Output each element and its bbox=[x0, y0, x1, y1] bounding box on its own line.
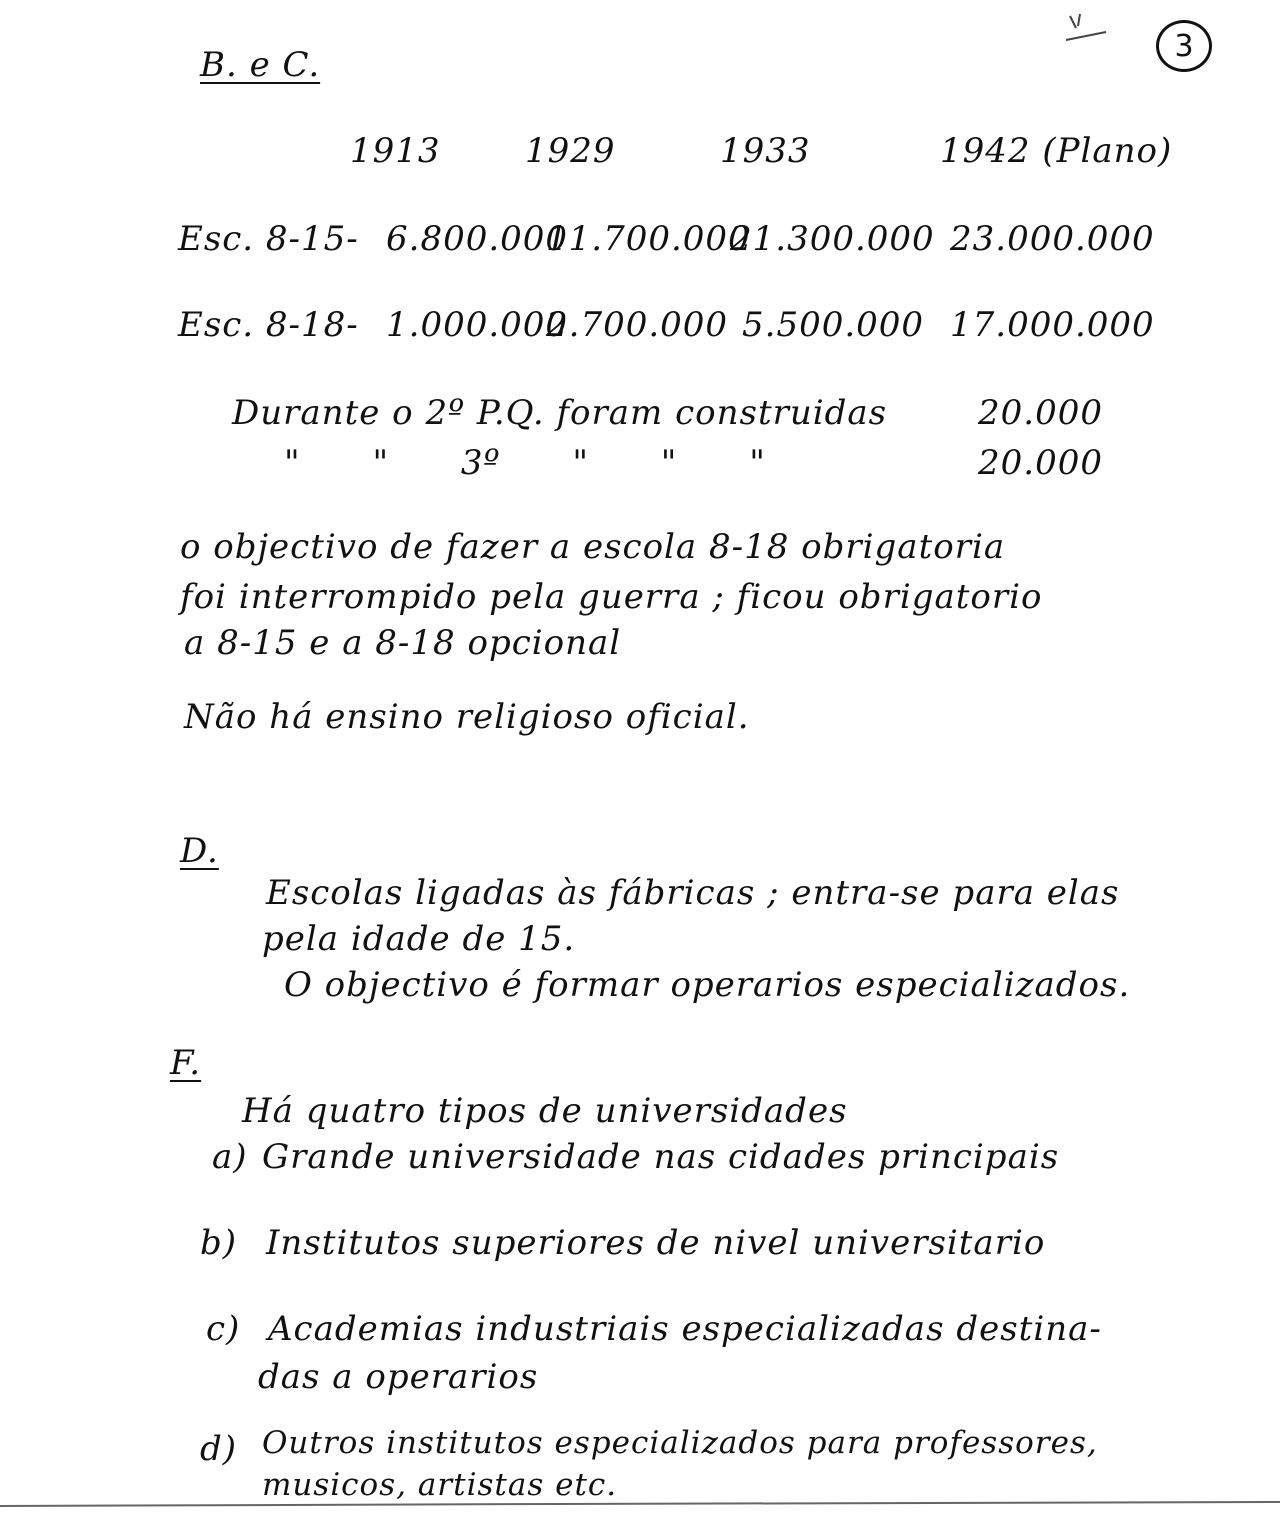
list-marker: c) bbox=[206, 1309, 241, 1349]
section-d-line: Escolas ligadas às fábricas ; entra-se para elas bbox=[266, 873, 1120, 913]
list-marker: a) bbox=[212, 1137, 248, 1177]
page-number-value: 3 bbox=[1174, 28, 1194, 64]
plan-line-text: " " 3º " " " bbox=[284, 443, 766, 483]
list-item-text: musicos, artistas etc. bbox=[262, 1467, 618, 1503]
list-item-text: Grande universidade nas cidades principais bbox=[262, 1137, 1060, 1177]
plan-line-value: 20.000 bbox=[978, 443, 1103, 483]
list-marker: b) bbox=[200, 1223, 238, 1263]
pen-mark-icon bbox=[1062, 10, 1110, 50]
row-value: 11.700.000 bbox=[546, 219, 751, 259]
paragraph-line: foi interrompido pela guerra ; ficou obrigatorio bbox=[180, 577, 1043, 617]
page-number bbox=[1156, 20, 1212, 72]
year-1929: 1929 bbox=[525, 131, 616, 171]
row-value: 21.300.000 bbox=[730, 219, 935, 259]
section-d-heading: D. bbox=[180, 831, 219, 871]
section-f-intro: Há quatro tipos de universidades bbox=[242, 1091, 848, 1131]
list-marker: d) bbox=[200, 1429, 238, 1469]
plan-line-value: 20.000 bbox=[978, 393, 1103, 433]
row-value: 5.500.000 bbox=[742, 305, 925, 345]
year-1933: 1933 bbox=[720, 131, 811, 171]
section-f-heading: F. bbox=[170, 1043, 202, 1083]
note-line: Não há ensino religioso oficial. bbox=[184, 697, 750, 737]
scan-edge-line bbox=[0, 1500, 1280, 1520]
list-item-text: Academias industriais especializadas destina- bbox=[268, 1309, 1102, 1349]
row-label: Esc. 8-15- bbox=[178, 219, 359, 259]
row-value: 6.800.000 bbox=[386, 219, 569, 259]
list-item-text: das a operarios bbox=[258, 1357, 539, 1397]
list-item-text: Outros institutos especializados para professores, bbox=[262, 1425, 1098, 1461]
row-value: 1.000.000 bbox=[386, 305, 569, 345]
list-item-text: Institutos superiores de nivel universitario bbox=[266, 1223, 1046, 1263]
plan-line-text: Durante o 2º P.Q. foram construidas bbox=[232, 393, 888, 433]
row-value: 17.000.000 bbox=[950, 305, 1155, 345]
paragraph-line: a 8-15 e a 8-18 opcional bbox=[184, 623, 622, 663]
paragraph-line: o objectivo de fazer a escola 8-18 obrigatoria bbox=[180, 527, 1006, 567]
row-value: 2.700.000 bbox=[546, 305, 729, 345]
row-value: 23.000.000 bbox=[950, 219, 1155, 259]
year-1942-plano: 1942 (Plano) bbox=[940, 131, 1173, 171]
section-d-line: O objectivo é formar operarios especializados. bbox=[284, 965, 1131, 1005]
section-bc-heading: B. e C. bbox=[200, 45, 321, 85]
year-1913: 1913 bbox=[350, 131, 441, 171]
section-d-line: pela idade de 15. bbox=[262, 919, 576, 959]
row-label: Esc. 8-18- bbox=[178, 305, 359, 345]
